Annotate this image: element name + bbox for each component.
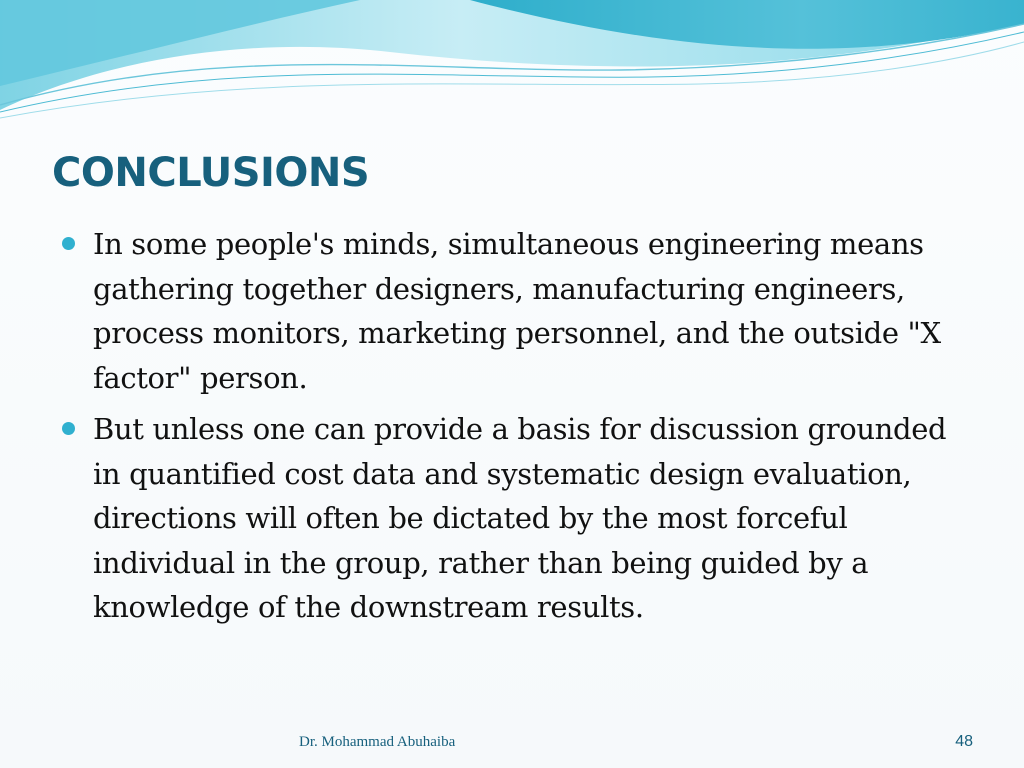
bullet-dot-icon — [62, 237, 75, 250]
page-number: 48 — [955, 733, 973, 750]
wave-banner-decoration — [0, 0, 1024, 125]
bullet-item — [62, 407, 952, 630]
bullet-text: But unless one can provide a basis for discussion grounded in quantified cost data and systematic design evaluation, directions will often be dictated by the most forceful individual in the group, rather than being guided by a knowledge of the downstream results. — [93, 412, 947, 624]
bullet-list — [62, 222, 952, 637]
footer-author: Dr. Mohammad Abuhaiba — [299, 734, 456, 750]
bullet-item — [62, 222, 952, 400]
bullet-dot-icon — [62, 422, 75, 435]
slide-title: CONCLUSIONS — [52, 150, 370, 196]
bullet-text: In some people's minds, simultaneous engineering means gathering together designers, manufacturing engineers, process monitors, marketing personnel, and the outside "X factor" person. — [93, 227, 941, 395]
